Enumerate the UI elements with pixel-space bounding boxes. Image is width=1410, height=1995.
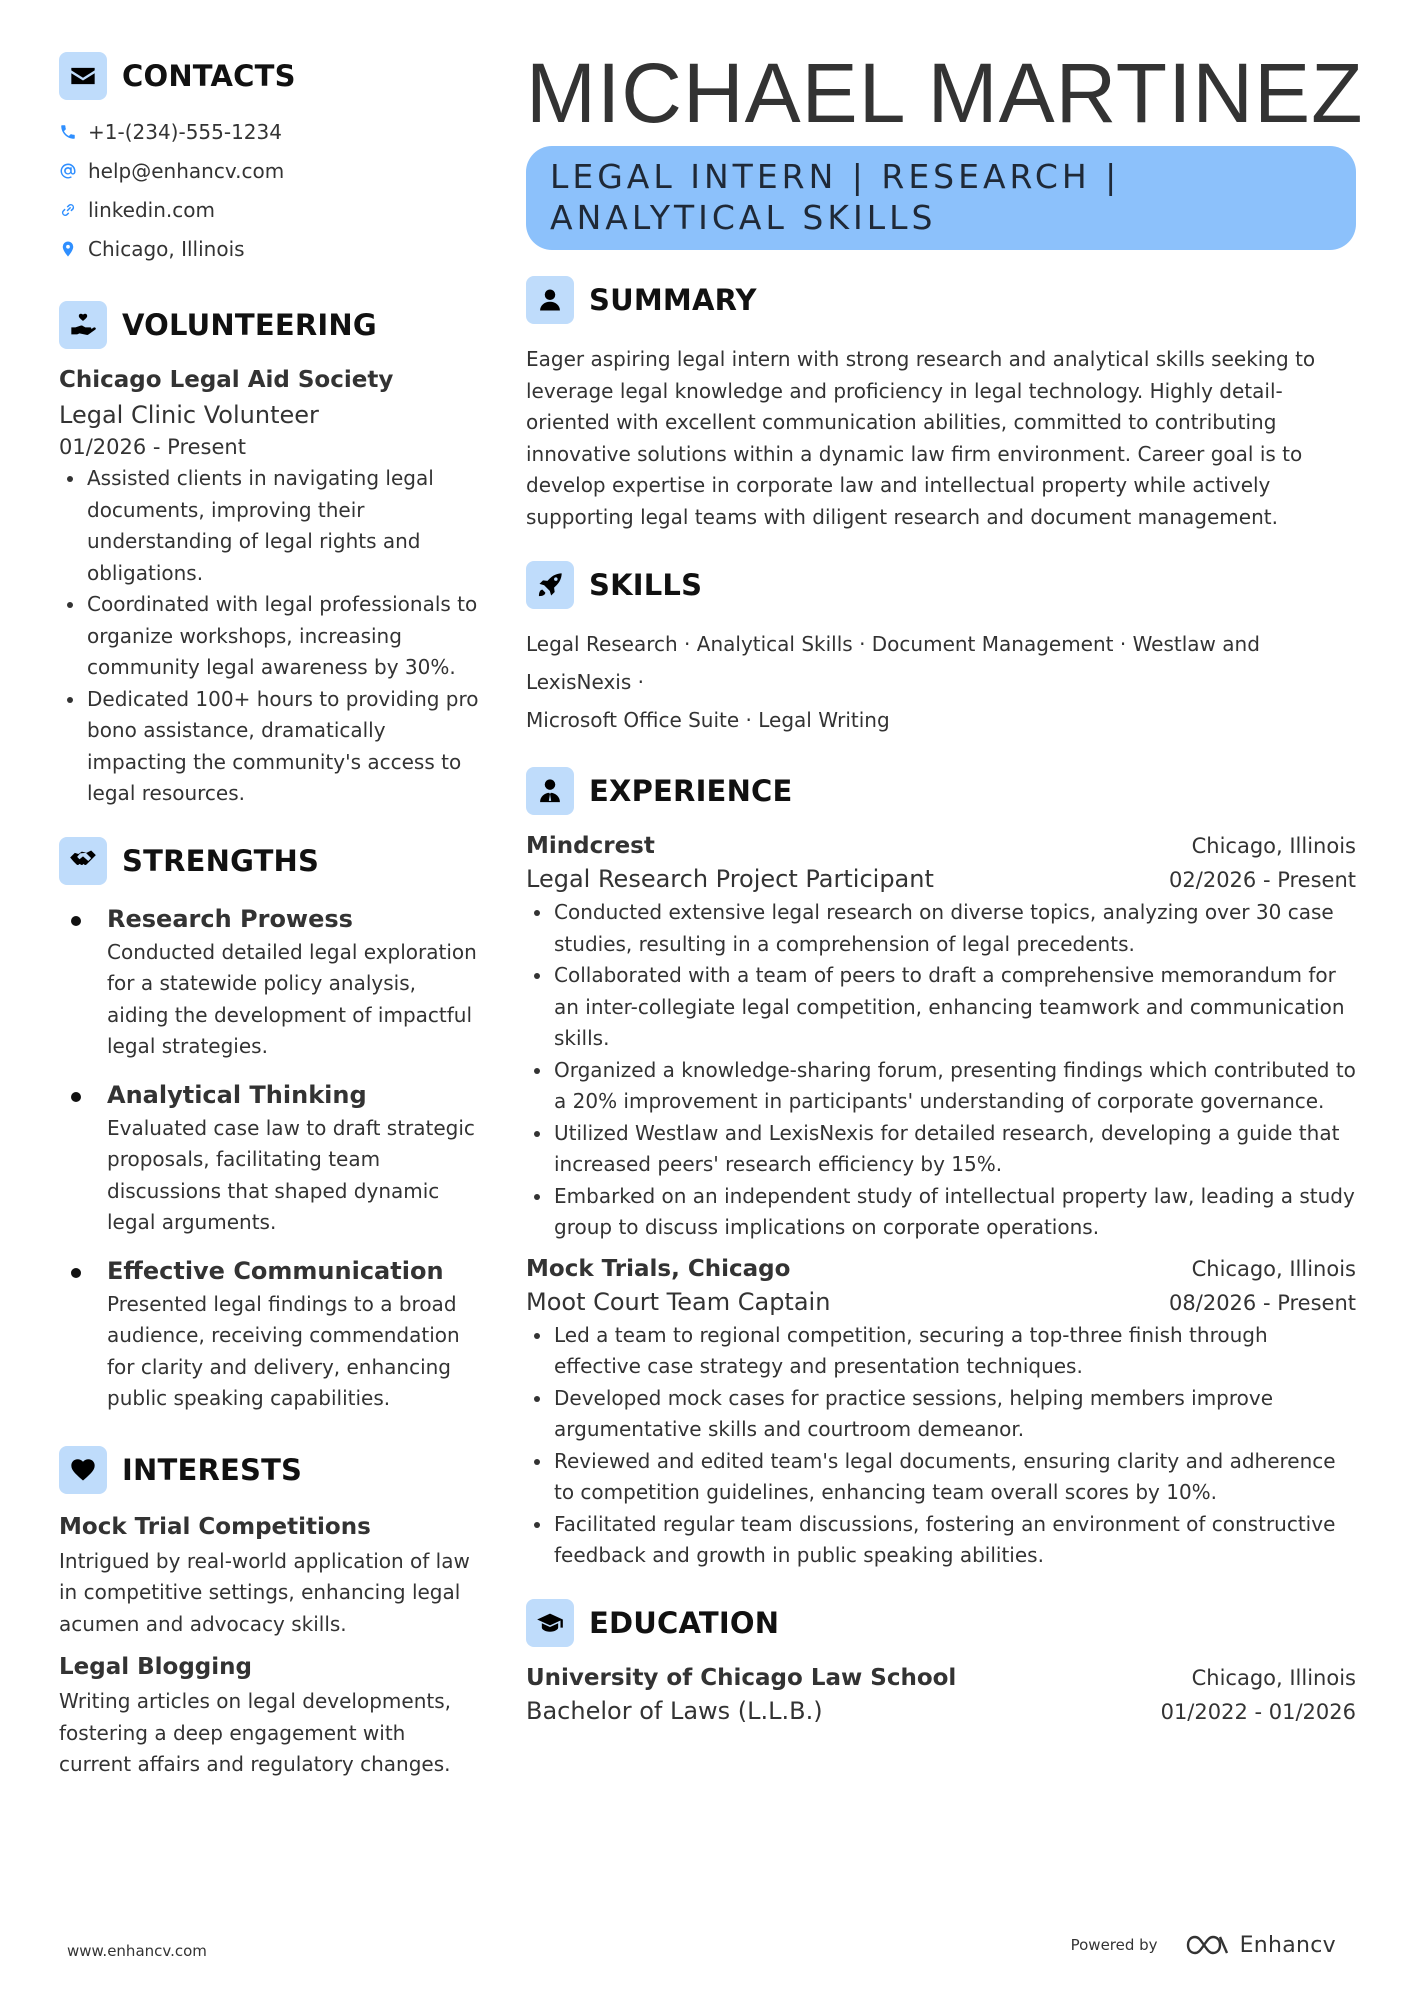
job-company: Mock Trials, Chicago — [526, 1255, 791, 1282]
strengths-list — [59, 905, 479, 1415]
job-title-line: LEGAL INTERN | RESEARCH | — [550, 157, 1121, 196]
brand-name: Enhancv — [1239, 1932, 1336, 1958]
contacts-section-header — [59, 52, 479, 100]
list-item: Embarked on an independent study of intellectual property law, leading a study group to discuss implications on corporate operations. — [526, 1181, 1356, 1244]
skills-line: Microsoft Office Suite · Legal Writing — [526, 708, 890, 732]
volunteering-entry — [59, 367, 479, 810]
degree: Bachelor of Laws (L.L.B.) — [526, 1696, 823, 1725]
job-bullets — [526, 897, 1356, 1244]
list-item: Dedicated 100+ hours to providing pro bono assistance, dramatically impacting the community's access to legal resources. — [59, 684, 479, 810]
strength-item — [59, 905, 479, 1063]
left-column — [59, 52, 479, 1781]
education-subheader-row — [526, 1697, 1356, 1725]
strength-description: Conducted detailed legal exploration for a statewide policy analysis, aiding the development of impactful legal strategies. — [107, 939, 477, 1058]
user-icon — [526, 276, 574, 324]
strength-item — [59, 1081, 479, 1239]
heart-icon — [59, 1446, 107, 1494]
contact-list — [59, 112, 479, 268]
strength-title: Effective Communication — [107, 1256, 444, 1285]
list-item: Facilitated regular team discussions, fostering an environment of constructive feedback and growth in public speaking abilities. — [526, 1509, 1356, 1572]
section-title: STRENGTHS — [122, 843, 320, 878]
list-item: Collaborated with a team of peers to draft a comprehensive memorandum for an inter-collegiate legal competition, enhancing teamwork and communication skills. — [526, 960, 1356, 1055]
list-item: Reviewed and edited team's legal documents, ensuring clarity and adherence to competition guidelines, enhancing team overall scores by 10%. — [526, 1446, 1356, 1509]
handshake-icon — [59, 837, 107, 885]
interest-description: Writing articles on legal developments, fostering a deep engagement with current affairs and regulatory changes. — [59, 1689, 452, 1776]
school-name: University of Chicago Law School — [526, 1664, 957, 1691]
summary-text: Eager aspiring legal intern with strong research and analytical skills seeking to leverage legal knowledge and proficiency in legal technology. Highly detail-oriented with excellent communication abilities, committed to contributing innovative solutions within a dynamic law firm environment. Career goal is to develop expertise in corporate law and intellectual property while actively supporting legal teams with diligent research and document management. — [526, 347, 1316, 529]
strength-description: Presented legal findings to a broad audience, receiving commendation for clarity and delivery, enhancing public speaking capabilities. — [107, 1291, 460, 1410]
contact-linkedin[interactable]: linkedin.com — [59, 190, 479, 229]
job-role: Moot Court Team Captain — [526, 1287, 831, 1316]
experience-section-header — [526, 767, 1356, 815]
strengths-section-header — [59, 837, 479, 885]
skills-list — [526, 625, 1356, 739]
enhancv-logo-icon — [1184, 1932, 1232, 1958]
list-item: Conducted extensive legal research on diverse topics, analyzing over 30 case studies, resulting in a comprehension of legal precedents. — [526, 897, 1356, 960]
job-title-banner — [526, 146, 1356, 250]
experience-entry — [526, 833, 1356, 1244]
interest-item — [59, 1514, 479, 1641]
phone-icon — [59, 123, 88, 141]
section-title: SKILLS — [589, 568, 703, 602]
contact-phone[interactable]: +1-(234)-555-1234 — [59, 112, 479, 151]
education-section-header — [526, 1599, 1356, 1647]
strength-item — [59, 1257, 479, 1415]
experience-entry — [526, 1256, 1356, 1572]
skills-section-header — [526, 561, 1356, 609]
section-title: CONTACTS — [122, 59, 296, 93]
link-icon — [59, 201, 88, 219]
volunteer-organization: Chicago Legal Aid Society — [59, 367, 394, 393]
interest-title: Mock Trial Competitions — [59, 1513, 371, 1540]
right-column — [526, 46, 1364, 1725]
graduation-cap-icon — [526, 1599, 574, 1647]
section-title: SUMMARY — [589, 283, 757, 317]
job-bullets — [526, 1320, 1356, 1572]
list-item: Organized a knowledge-sharing forum, presenting findings which contributed to a 20% improvement in participants' understanding of corporate governance. — [526, 1055, 1356, 1118]
interest-item — [59, 1654, 479, 1781]
volunteer-bullets — [59, 463, 479, 810]
businessperson-icon — [526, 767, 574, 815]
rocket-icon — [526, 561, 574, 609]
job-company: Mindcrest — [526, 833, 655, 859]
list-item: Coordinated with legal professionals to organize workshops, increasing community legal awareness by 30%. — [59, 589, 479, 684]
job-header-row — [526, 833, 1356, 859]
envelope-icon — [59, 52, 107, 100]
interests-section-header — [59, 1446, 479, 1494]
job-role: Legal Research Project Participant — [526, 865, 934, 893]
footer-website-link[interactable]: www.enhancv.com — [67, 1942, 207, 1960]
volunteering-section-header — [59, 301, 479, 349]
footer-branding[interactable] — [1071, 1932, 1336, 1958]
job-location: Chicago, Illinois — [1191, 834, 1356, 858]
section-title: INTERESTS — [122, 1452, 303, 1487]
powered-by-label: Powered by — [1070, 1936, 1158, 1954]
map-pin-icon — [59, 240, 88, 258]
list-item: Led a team to regional competition, securing a top-three finish through effective case strategy and presentation techniques. — [526, 1320, 1356, 1383]
school-location: Chicago, Illinois — [1191, 1665, 1356, 1690]
interest-description: Intrigued by real-world application of law in competitive settings, enhancing legal acumen and advocacy skills. — [59, 1548, 470, 1636]
contact-location: Chicago, Illinois — [59, 229, 479, 268]
education-entry — [526, 1665, 1356, 1725]
job-dates: 08/2026 - Present — [1169, 1290, 1356, 1315]
list-item: Utilized Westlaw and LexisNexis for detailed research, developing a guide that increased peers' research efficiency by 15%. — [526, 1118, 1356, 1181]
interest-title: Legal Blogging — [59, 1654, 252, 1680]
job-header-row — [526, 1256, 1356, 1282]
strength-description: Evaluated case law to draft strategic proposals, facilitating team discussions that shaped dynamic legal arguments. — [107, 1115, 475, 1234]
candidate-name: MICHAEL MARTINEZ — [526, 46, 1364, 140]
strength-title: Analytical Thinking — [107, 1080, 367, 1109]
contact-email[interactable]: help@enhancv.com — [59, 151, 479, 190]
volunteer-role: Legal Clinic Volunteer — [59, 401, 319, 429]
job-location: Chicago, Illinois — [1191, 1256, 1356, 1281]
job-subheader-row — [526, 865, 1356, 893]
summary-section-header — [526, 276, 1356, 324]
list-item: Assisted clients in navigating legal documents, improving their understanding of legal rights and obligations. — [59, 463, 479, 589]
job-dates: 02/2026 - Present — [1169, 868, 1356, 892]
list-item: Developed mock cases for practice sessions, helping members improve argumentative skills and courtroom demeanor. — [526, 1383, 1356, 1446]
education-dates: 01/2022 - 01/2026 — [1160, 1699, 1356, 1724]
at-icon — [59, 162, 88, 180]
skills-line: Legal Research · Analytical Skills · Document Management · Westlaw and LexisNexis · — [526, 632, 1260, 694]
section-title: EDUCATION — [589, 1605, 780, 1640]
section-title: VOLUNTEERING — [122, 308, 377, 342]
section-title: EXPERIENCE — [589, 774, 793, 808]
job-title-line: ANALYTICAL SKILLS — [550, 198, 937, 237]
volunteer-dates: 01/2026 - Present — [59, 435, 246, 459]
strength-title: Research Prowess — [107, 904, 353, 933]
hand-heart-icon — [59, 301, 107, 349]
education-header-row — [526, 1665, 1356, 1691]
job-subheader-row — [526, 1288, 1356, 1316]
